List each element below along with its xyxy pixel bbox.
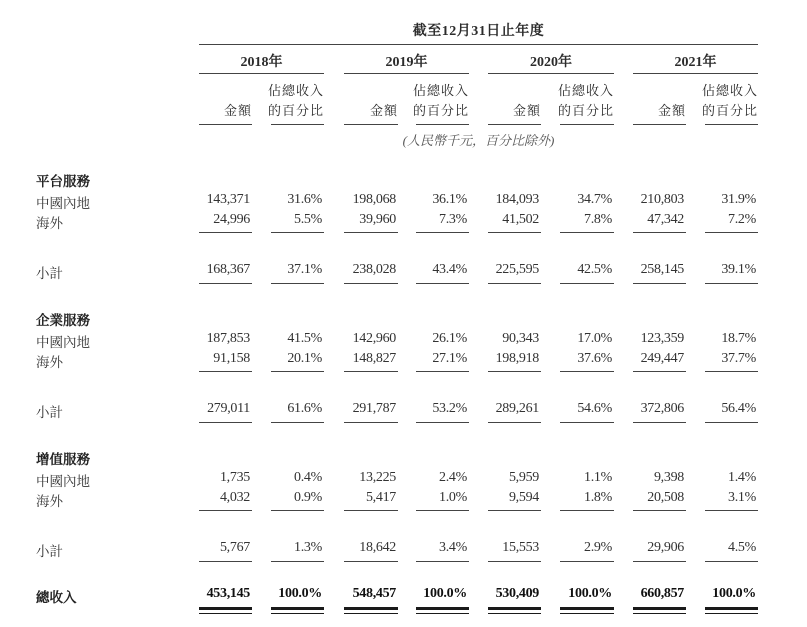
cell-underline [271, 510, 324, 511]
pct-column-header-line1: 佔總收入 [701, 83, 758, 98]
cell-underline [199, 232, 252, 233]
table-cell: 548,457 [352, 586, 396, 601]
table-cell: 225,595 [495, 262, 539, 277]
table-cell: 15,553 [502, 540, 539, 555]
cell-underline [199, 371, 252, 372]
table-cell: 37.6% [577, 351, 612, 366]
cell-underline [705, 283, 758, 284]
row-label: 海外 [36, 216, 63, 231]
pct-column-header-line1: 佔總收入 [557, 83, 614, 98]
table-cell: 123,359 [640, 331, 684, 346]
year-rule [344, 73, 469, 74]
pct-column-header-line2: 的百分比 [701, 103, 758, 118]
subtotal-label: 小計 [36, 405, 63, 420]
cell-underline [271, 561, 324, 562]
table-cell: 100.0% [278, 586, 322, 601]
total-double-underline-2 [199, 613, 252, 614]
year-header: 2019年 [385, 55, 428, 70]
column-header-rule [271, 124, 324, 125]
column-header-rule [633, 124, 686, 125]
year-header: 2021年 [674, 55, 717, 70]
cell-underline [560, 422, 614, 423]
table-cell: 24,996 [213, 212, 250, 227]
year-rule [199, 73, 324, 74]
cell-underline [705, 422, 758, 423]
subtotal-label: 小計 [36, 544, 63, 559]
table-cell: 61.6% [287, 401, 322, 416]
cell-underline [416, 283, 469, 284]
table-cell: 238,028 [352, 262, 396, 277]
pct-column-header-line2: 的百分比 [267, 103, 324, 118]
cell-underline [416, 422, 469, 423]
amount-column-header: 金額 [369, 103, 398, 118]
cell-underline [705, 232, 758, 233]
cell-underline [560, 232, 614, 233]
table-cell: 279,011 [207, 401, 250, 416]
cell-underline [488, 283, 541, 284]
row-label: 中國內地 [36, 196, 90, 211]
table-cell: 29,906 [647, 540, 684, 555]
table-cell: 5,417 [365, 490, 396, 505]
table-cell: 372,806 [640, 401, 684, 416]
table-cell: 7.3% [439, 212, 467, 227]
cell-underline [488, 561, 541, 562]
table-cell: 453,145 [206, 586, 250, 601]
table-cell: 249,447 [640, 351, 684, 366]
row-label: 中國內地 [36, 474, 90, 489]
table-cell: 20,508 [647, 490, 684, 505]
table-cell: 37.7% [721, 351, 756, 366]
row-label: 中國內地 [36, 335, 90, 350]
total-double-underline [633, 607, 686, 610]
cell-underline [416, 510, 469, 511]
table-cell: 31.9% [721, 192, 756, 207]
table-cell: 39.1% [721, 262, 756, 277]
section-title: 增值服務 [36, 452, 90, 467]
column-header-rule [344, 124, 398, 125]
cell-underline [560, 283, 614, 284]
year-header: 2020年 [530, 55, 572, 70]
table-cell: 5,959 [508, 470, 539, 485]
total-double-underline-2 [416, 613, 469, 614]
column-header-rule [416, 124, 469, 125]
table-cell: 289,261 [495, 401, 539, 416]
pct-column-header-line2: 的百分比 [557, 103, 614, 118]
table-cell: 13,225 [359, 470, 396, 485]
table-cell: 1,735 [219, 470, 250, 485]
year-header: 2018年 [240, 55, 283, 70]
table-cell: 210,803 [640, 192, 684, 207]
total-label: 總收入 [36, 590, 77, 605]
amount-column-header: 金額 [223, 103, 252, 118]
cell-underline [199, 510, 252, 511]
column-header-rule [199, 124, 252, 125]
cell-underline [488, 232, 541, 233]
table-cell: 142,960 [352, 331, 396, 346]
total-double-underline-2 [705, 613, 758, 614]
cell-underline [633, 232, 686, 233]
cell-underline [199, 561, 252, 562]
table-cell: 660,857 [640, 586, 684, 601]
cell-underline [560, 510, 614, 511]
cell-underline [560, 371, 614, 372]
table-cell: 184,093 [495, 192, 539, 207]
total-double-underline [344, 607, 398, 610]
cell-underline [633, 561, 686, 562]
cell-underline [271, 283, 324, 284]
table-cell: 100.0% [712, 586, 756, 601]
year-rule [633, 73, 758, 74]
table-cell: 5.5% [294, 212, 322, 227]
cell-underline [271, 422, 324, 423]
cell-underline [705, 561, 758, 562]
table-cell: 7.8% [584, 212, 612, 227]
unit-note: (人民幣千元，百分比除外) [402, 133, 555, 148]
table-cell: 37.1% [287, 262, 322, 277]
table-cell: 1.0% [439, 490, 467, 505]
section-title: 企業服務 [36, 313, 90, 328]
table-cell: 1.3% [294, 540, 322, 555]
table-cell: 27.1% [432, 351, 467, 366]
table-cell: 1.8% [584, 490, 612, 505]
table-cell: 0.4% [294, 470, 322, 485]
table-cell: 20.1% [287, 351, 322, 366]
pct-column-header-line1: 佔總收入 [412, 83, 469, 98]
total-double-underline-2 [271, 613, 324, 614]
cell-underline [633, 510, 686, 511]
total-double-underline [199, 607, 252, 610]
table-cell: 143,371 [206, 192, 250, 207]
table-cell: 18,642 [359, 540, 396, 555]
pct-column-header-line2: 的百分比 [412, 103, 469, 118]
table-cell: 100.0% [568, 586, 612, 601]
total-double-underline [560, 607, 614, 610]
table-cell: 4,032 [219, 490, 250, 505]
table-cell: 18.7% [721, 331, 756, 346]
cell-underline [705, 371, 758, 372]
table-cell: 47,342 [647, 212, 684, 227]
cell-underline [199, 283, 252, 284]
cell-underline [488, 371, 541, 372]
cell-underline [705, 510, 758, 511]
table-cell: 0.9% [294, 490, 322, 505]
table-cell: 3.1% [728, 490, 756, 505]
cell-underline [633, 422, 686, 423]
table-cell: 148,827 [352, 351, 396, 366]
table-cell: 5,767 [219, 540, 250, 555]
table-cell: 39,960 [359, 212, 396, 227]
amount-column-header: 金額 [512, 103, 541, 118]
cell-underline [344, 371, 398, 372]
table-cell: 41.5% [287, 331, 322, 346]
table-cell: 4.5% [728, 540, 756, 555]
table-cell: 56.4% [721, 401, 756, 416]
column-header-rule [488, 124, 541, 125]
table-cell: 31.6% [287, 192, 322, 207]
cell-underline [416, 561, 469, 562]
table-cell: 100.0% [423, 586, 467, 601]
cell-underline [271, 232, 324, 233]
cell-underline [344, 510, 398, 511]
total-double-underline-2 [344, 613, 398, 614]
table-cell: 42.5% [577, 262, 612, 277]
amount-column-header: 金額 [657, 103, 686, 118]
total-double-underline [416, 607, 469, 610]
cell-underline [633, 371, 686, 372]
table-cell: 198,068 [352, 192, 396, 207]
table-cell: 291,787 [352, 401, 396, 416]
total-double-underline-2 [560, 613, 614, 614]
cut-off-text-fragment [40, 0, 240, 2]
table-cell: 3.4% [439, 540, 467, 555]
table-cell: 53.2% [432, 401, 467, 416]
table-cell: 17.0% [577, 331, 612, 346]
table-cell: 43.4% [432, 262, 467, 277]
row-label: 海外 [36, 494, 63, 509]
table-cell: 258,145 [640, 262, 684, 277]
table-cell: 2.9% [584, 540, 612, 555]
column-header-rule [560, 124, 614, 125]
table-cell: 9,594 [508, 490, 539, 505]
table-cell: 7.2% [728, 212, 756, 227]
total-double-underline [488, 607, 541, 610]
row-label: 海外 [36, 355, 63, 370]
table-cell: 26.1% [432, 331, 467, 346]
cell-underline [271, 371, 324, 372]
cell-underline [488, 510, 541, 511]
table-cell: 530,409 [495, 586, 539, 601]
table-cell: 41,502 [502, 212, 539, 227]
table-cell: 187,853 [206, 331, 250, 346]
year-rule [488, 73, 614, 74]
cell-underline [199, 422, 252, 423]
cell-underline [488, 422, 541, 423]
cell-underline [560, 561, 614, 562]
header-rule [199, 44, 758, 45]
table-cell: 54.6% [577, 401, 612, 416]
total-double-underline-2 [488, 613, 541, 614]
cell-underline [416, 232, 469, 233]
table-cell: 1.4% [728, 470, 756, 485]
section-title: 平台服務 [36, 174, 90, 189]
total-double-underline [705, 607, 758, 610]
total-double-underline [271, 607, 324, 610]
period-title: 截至12月31日止年度 [412, 24, 545, 39]
cell-underline [633, 283, 686, 284]
subtotal-label: 小計 [36, 266, 63, 281]
table-cell: 198,918 [495, 351, 539, 366]
cell-underline [416, 371, 469, 372]
column-header-rule [705, 124, 758, 125]
table-cell: 90,343 [502, 331, 539, 346]
table-cell: 2.4% [439, 470, 467, 485]
table-cell: 36.1% [432, 192, 467, 207]
cell-underline [344, 232, 398, 233]
cell-underline [344, 422, 398, 423]
total-double-underline-2 [633, 613, 686, 614]
table-cell: 34.7% [577, 192, 612, 207]
table-cell: 91,158 [213, 351, 250, 366]
table-cell: 168,367 [206, 262, 250, 277]
table-cell: 1.1% [584, 470, 612, 485]
cell-underline [344, 283, 398, 284]
table-cell: 9,398 [653, 470, 684, 485]
cell-underline [344, 561, 398, 562]
pct-column-header-line1: 佔總收入 [267, 83, 324, 98]
